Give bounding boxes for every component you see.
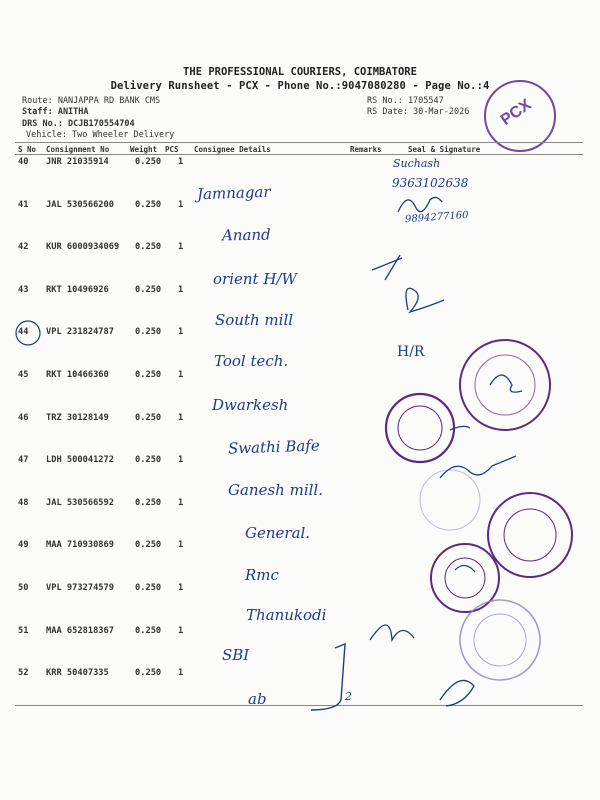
row-consignment-no: VPL 231824787 <box>46 327 114 338</box>
row-pcs: 1 <box>178 284 184 295</box>
row-sno: 42 <box>18 242 29 253</box>
row-sno: 45 <box>18 370 29 380</box>
signature-42 <box>372 255 402 280</box>
row-consignment-no: JNR 21035914 <box>46 157 109 167</box>
row-pcs: 1 <box>178 583 184 593</box>
row-sno: 46 <box>18 412 29 423</box>
row-sno: 40 <box>18 157 29 167</box>
industrial-supplies-stamp <box>488 493 572 577</box>
col-remarks: Remarks <box>350 145 382 154</box>
row-weight: 0.250 <box>135 497 162 508</box>
row-pcs: 1 <box>178 497 184 508</box>
handwritten-consignee: Rmc <box>245 566 279 584</box>
row-pcs: 1 <box>178 668 184 679</box>
handwritten-consignee: General. <box>245 524 311 542</box>
row-pcs: 1 <box>178 157 184 167</box>
handwritten-consignee: South mill <box>215 311 294 329</box>
row-pcs: 1 <box>178 455 184 466</box>
row-sno: 48 <box>18 497 29 508</box>
row-weight: 0.250 <box>135 242 162 253</box>
row-consignment-no: VPL 973274579 <box>46 583 114 593</box>
handwritten-consignee: SBI <box>222 646 250 664</box>
row-weight: 0.250 <box>135 625 162 636</box>
brass-components-stamp <box>460 340 550 430</box>
col-weight: Weight <box>130 145 158 154</box>
row-consignment-no: JAL 530566200 <box>46 199 114 210</box>
runsheet-subtitle: Delivery Runsheet - PCX - Phone No.:9047080280 - Page No.:4 <box>110 80 490 92</box>
nanjappa-road-stamp <box>386 394 454 462</box>
route-label: Route: NANJAPPA RD BANK CMS <box>22 96 161 106</box>
row-sno: 47 <box>18 455 29 466</box>
row-sno: 44 <box>18 327 29 338</box>
remark-hr: H/R <box>397 344 425 360</box>
col-sno: S No <box>18 145 37 154</box>
row-weight: 0.250 <box>135 199 162 210</box>
handwritten-consignee: Swathi Bafe <box>227 436 321 458</box>
signature-43 <box>406 288 444 312</box>
handwritten-consignee: Jamnagar <box>196 182 271 204</box>
row-weight: 0.250 <box>135 412 162 423</box>
rs-date: RS Date: 30-Mar-2026 <box>367 107 470 117</box>
row-pcs: 1 <box>178 540 184 551</box>
bracket-scribble <box>311 644 345 710</box>
row-sno: 49 <box>18 540 29 551</box>
row-pcs: 1 <box>178 199 184 210</box>
svg-text:2: 2 <box>345 690 352 703</box>
signature-47 <box>440 456 516 478</box>
col-seal: Seal & Signature <box>408 145 481 154</box>
company-title: THE PROFESSIONAL COURIERS, COIMBATORE <box>183 66 417 78</box>
row-consignment-no: RKT 10496926 <box>46 284 109 295</box>
handwritten-consignee: Ganesh mill. <box>228 481 323 499</box>
row-consignment-no: KUR 6000934069 <box>46 242 120 253</box>
col-pcs: PCS <box>165 145 179 154</box>
row-pcs: 1 <box>178 327 184 338</box>
signer-phone-2: 9894277160 <box>404 209 469 226</box>
rs-number: RS No.: 1705547 <box>367 96 444 106</box>
row-consignment-no: LDH 500041272 <box>46 455 114 466</box>
vehicle-label: Vehicle: Two Wheeler Delivery <box>26 130 175 140</box>
handwritten-consignee: Tool tech. <box>214 352 289 370</box>
row-pcs: 1 <box>178 412 184 423</box>
handwritten-consignee: Thanukodi <box>246 606 327 624</box>
row-weight: 0.250 <box>135 284 162 295</box>
row-consignment-no: TRZ 30128149 <box>46 412 109 423</box>
signature-52 <box>440 680 474 706</box>
row-pcs: 1 <box>178 242 184 253</box>
handwritten-consignee: Dwarkesh <box>212 396 289 414</box>
row-pcs: 1 <box>178 625 184 636</box>
row-weight: 0.250 <box>135 668 162 679</box>
staff-label: Staff: ANITHA <box>22 107 89 117</box>
row-weight: 0.250 <box>135 540 162 551</box>
row-sno: 41 <box>18 199 29 210</box>
row-44-circle <box>16 321 40 345</box>
handwritten-consignee: orient H/W <box>213 270 297 288</box>
signature-51 <box>370 625 414 640</box>
row-weight: 0.250 <box>135 157 162 167</box>
signature-41 <box>398 197 442 212</box>
drs-label: DRS No.: DCJB170554704 <box>22 119 135 129</box>
col-consignment: Consignment No <box>46 145 110 154</box>
row-pcs: 1 <box>178 370 184 380</box>
row-sno: 43 <box>18 284 29 295</box>
signer-phone: 9363102638 <box>392 176 469 190</box>
row-weight: 0.250 <box>135 327 162 338</box>
row-weight: 0.250 <box>135 583 162 593</box>
row-consignment-no: MAA 710930869 <box>46 540 114 551</box>
handwritten-consignee: ab <box>248 690 267 708</box>
signer-name: Suchash <box>393 157 441 170</box>
row-weight: 0.250 <box>135 455 162 466</box>
row-consignment-no: KRR 50407335 <box>46 668 109 679</box>
row-sno: 51 <box>18 625 29 636</box>
handwritten-consignee: Anand <box>221 225 271 245</box>
row-consignment-no: RKT 10466360 <box>46 370 109 380</box>
row-consignment-no: JAL 530566592 <box>46 497 114 508</box>
row-sno: 50 <box>18 583 29 593</box>
row-sno: 52 <box>18 668 29 679</box>
row-weight: 0.250 <box>135 370 162 380</box>
row-consignment-no: MAA 652818367 <box>46 625 114 636</box>
col-consignee: Consignee Details <box>194 145 271 154</box>
pcx-stamp-text: PCX <box>497 96 535 129</box>
bank-stamp <box>460 600 540 680</box>
